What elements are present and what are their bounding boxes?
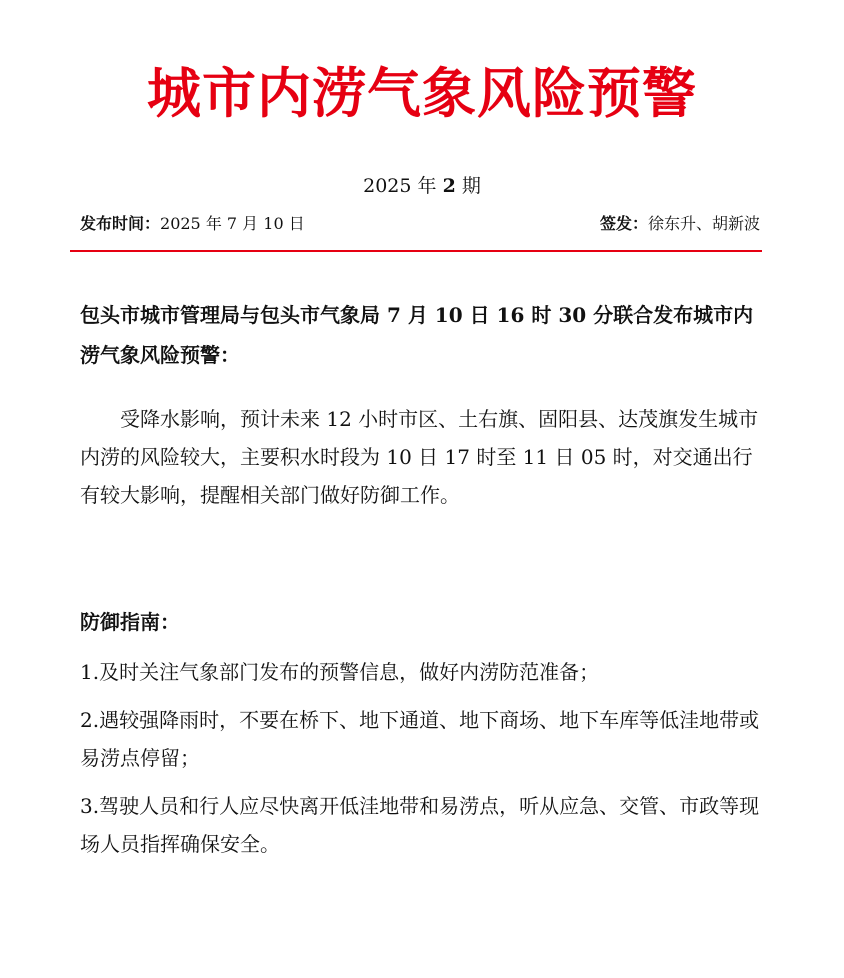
header-divider <box>70 250 762 252</box>
lead-paragraph: 包头市城市管理局与包头市气象局 7 月 10 日 16 时 30 分联合发布城市内涝气象风险预警： <box>80 303 754 367</box>
signer-label: 签发： <box>599 214 648 233</box>
issue-number-line <box>0 172 844 200</box>
signer-names: 徐东升、胡新波 <box>647 214 760 233</box>
warning-paragraph: 受降水影响，预计未来 12 小时市区、土右旗、固阳县、达茂旗发生城市内涝的风险较大，主要积水时段为 10 日 17 时至 11 日 05 时，对交通出行有较大影响，提醒相关部门做好防御工作。 <box>80 407 759 507</box>
signer <box>600 210 760 238</box>
guide-item: 3.驾驶人员和行人应尽快离开低洼地带和易涝点，听从应急、交管、市政等现场人员指挥确保安全。 <box>80 794 760 856</box>
guide-heading: 防御指南： <box>80 610 180 634</box>
publish-time <box>80 210 305 238</box>
document-title: 城市内涝气象风险预警 <box>147 61 697 125</box>
issue-prefix: 2025 年 <box>363 175 437 197</box>
issue-suffix: 期 <box>461 175 481 197</box>
guide-list <box>80 653 760 873</box>
guide-item: 2.遇较强降雨时，不要在桥下、地下通道、地下商场、地下车库等低洼地带或易涝点停留； <box>80 708 760 770</box>
issue-number: 2 <box>442 175 456 197</box>
publish-time-value: 2025 年 7 月 10 日 <box>160 214 305 233</box>
publish-time-label: 发布时间： <box>80 214 161 233</box>
guide-item: 1.及时关注气象部门发布的预警信息，做好内涝防范准备； <box>80 660 600 684</box>
